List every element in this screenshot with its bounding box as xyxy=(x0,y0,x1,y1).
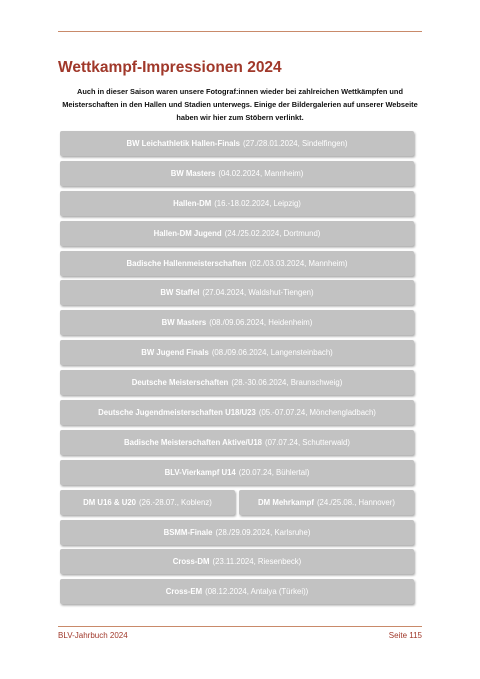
gallery-event-detail: (24./25.08., Hannover) xyxy=(316,497,395,507)
gallery-event-name: BSMM-Finale xyxy=(163,527,213,537)
gallery-link-button[interactable] xyxy=(60,400,414,425)
gallery-event-name: Badische Hallenmeisterschaften xyxy=(126,258,247,268)
gallery-link-button[interactable] xyxy=(60,340,414,365)
gallery-event-detail: (08./09.06.2024, Heidenheim) xyxy=(209,318,313,328)
gallery-event-detail: (08.12.2024, Antalya (Türkei)) xyxy=(205,587,309,597)
gallery-row xyxy=(60,460,414,485)
gallery-link-list xyxy=(60,131,414,609)
gallery-event-name: DM U16 & U20 xyxy=(83,497,137,507)
gallery-row xyxy=(60,161,414,186)
gallery-link-button[interactable] xyxy=(60,370,414,395)
gallery-row xyxy=(60,520,414,545)
gallery-row xyxy=(60,370,414,395)
gallery-event-detail: (27./28.01.2024, Sindelfingen) xyxy=(243,139,348,148)
gallery-link-button[interactable] xyxy=(60,430,414,455)
gallery-link-button[interactable] xyxy=(60,549,414,574)
gallery-event-name: Deutsche Meisterschaften xyxy=(131,378,229,388)
header-rule xyxy=(58,31,422,32)
gallery-event-detail: (24./25.02.2024, Dortmund) xyxy=(224,228,321,238)
gallery-event-name: BLV-Vierkampf U14 xyxy=(164,467,236,477)
gallery-link-button[interactable] xyxy=(239,490,414,515)
gallery-link-button[interactable] xyxy=(60,251,414,276)
gallery-event-detail: (26.-28.07., Koblenz) xyxy=(139,497,212,507)
gallery-event-name: Hallen-DM xyxy=(173,198,212,208)
gallery-event-detail: (23.11.2024, Riesenbeck) xyxy=(212,557,302,567)
gallery-event-name: BW Jugend Finals xyxy=(141,348,209,358)
gallery-link-button[interactable] xyxy=(60,161,414,186)
gallery-row xyxy=(60,430,414,455)
intro-text: Auch in dieser Saison waren unsere Fotograf:innen wieder bei zahlreichen Wettkämpfen und Meisterschaften in den Hallen und Stadien unterwegs. Einige der Bildergalerien auf unserer Webseite haben wir hier zum Stöbern verlinkt. xyxy=(62,87,418,123)
gallery-event-name: BW Masters xyxy=(170,168,216,178)
gallery-event-name: Hallen-DM Jugend xyxy=(153,228,222,238)
gallery-link-button[interactable] xyxy=(60,221,414,246)
page-title: Wettkampf-Impressionen 2024 xyxy=(58,59,282,76)
gallery-event-detail: (28.-30.06.2024, Braunschweig) xyxy=(231,378,343,388)
gallery-row xyxy=(60,310,414,335)
gallery-row xyxy=(60,131,414,156)
gallery-event-detail: (08./09.06.2024, Langensteinbach) xyxy=(211,348,333,358)
gallery-row xyxy=(60,400,414,425)
gallery-event-name: Deutsche Jugendmeisterschaften U18/U23 xyxy=(98,408,256,418)
gallery-event-detail: (02./03.03.2024, Mannheim) xyxy=(249,258,348,268)
gallery-link-button[interactable] xyxy=(60,280,414,305)
gallery-link-button[interactable] xyxy=(60,490,235,515)
gallery-event-detail: (05.-07.07.24, Mönchengladbach) xyxy=(258,408,376,418)
gallery-link-button[interactable] xyxy=(60,579,414,604)
gallery-link-button[interactable] xyxy=(60,131,414,156)
gallery-event-name: Cross-DM xyxy=(172,557,210,567)
footer-page-number: Seite 115 xyxy=(388,631,422,640)
gallery-link-button[interactable] xyxy=(60,191,414,216)
gallery-event-name: BW Leichathletik Hallen-Finals xyxy=(126,139,241,148)
gallery-event-detail: (28./29.09.2024, Karlsruhe) xyxy=(215,527,311,537)
gallery-event-detail: (16.-18.02.2024, Leipzig) xyxy=(214,198,301,208)
gallery-event-detail: (07.07.24, Schutterwald) xyxy=(265,437,350,447)
gallery-event-name: Badische Meisterschaften Aktive/U18 xyxy=(124,437,262,447)
footer-publication: BLV-Jahrbuch 2024 xyxy=(58,631,128,640)
gallery-row xyxy=(60,251,414,276)
gallery-row xyxy=(60,191,414,216)
gallery-row xyxy=(60,490,414,515)
gallery-link-button[interactable] xyxy=(60,310,414,335)
gallery-event-detail: (20.07.24, Bühlertal) xyxy=(238,467,310,477)
gallery-event-name: Cross-EM xyxy=(165,587,203,597)
gallery-event-name: DM Mehrkampf xyxy=(258,497,314,507)
gallery-row xyxy=(60,549,414,574)
gallery-event-name: BW Staffel xyxy=(160,288,200,298)
gallery-row xyxy=(60,280,414,305)
footer-rule xyxy=(58,626,422,627)
gallery-event-detail: (27.04.2024, Waldshut-Tiengen) xyxy=(202,288,314,298)
gallery-row xyxy=(60,579,414,604)
gallery-link-button[interactable] xyxy=(60,520,414,545)
gallery-row xyxy=(60,221,414,246)
gallery-event-detail: (04.02.2024, Mannheim) xyxy=(218,168,304,178)
gallery-row xyxy=(60,340,414,365)
gallery-event-name: BW Masters xyxy=(161,318,207,328)
gallery-link-button[interactable] xyxy=(60,460,414,485)
